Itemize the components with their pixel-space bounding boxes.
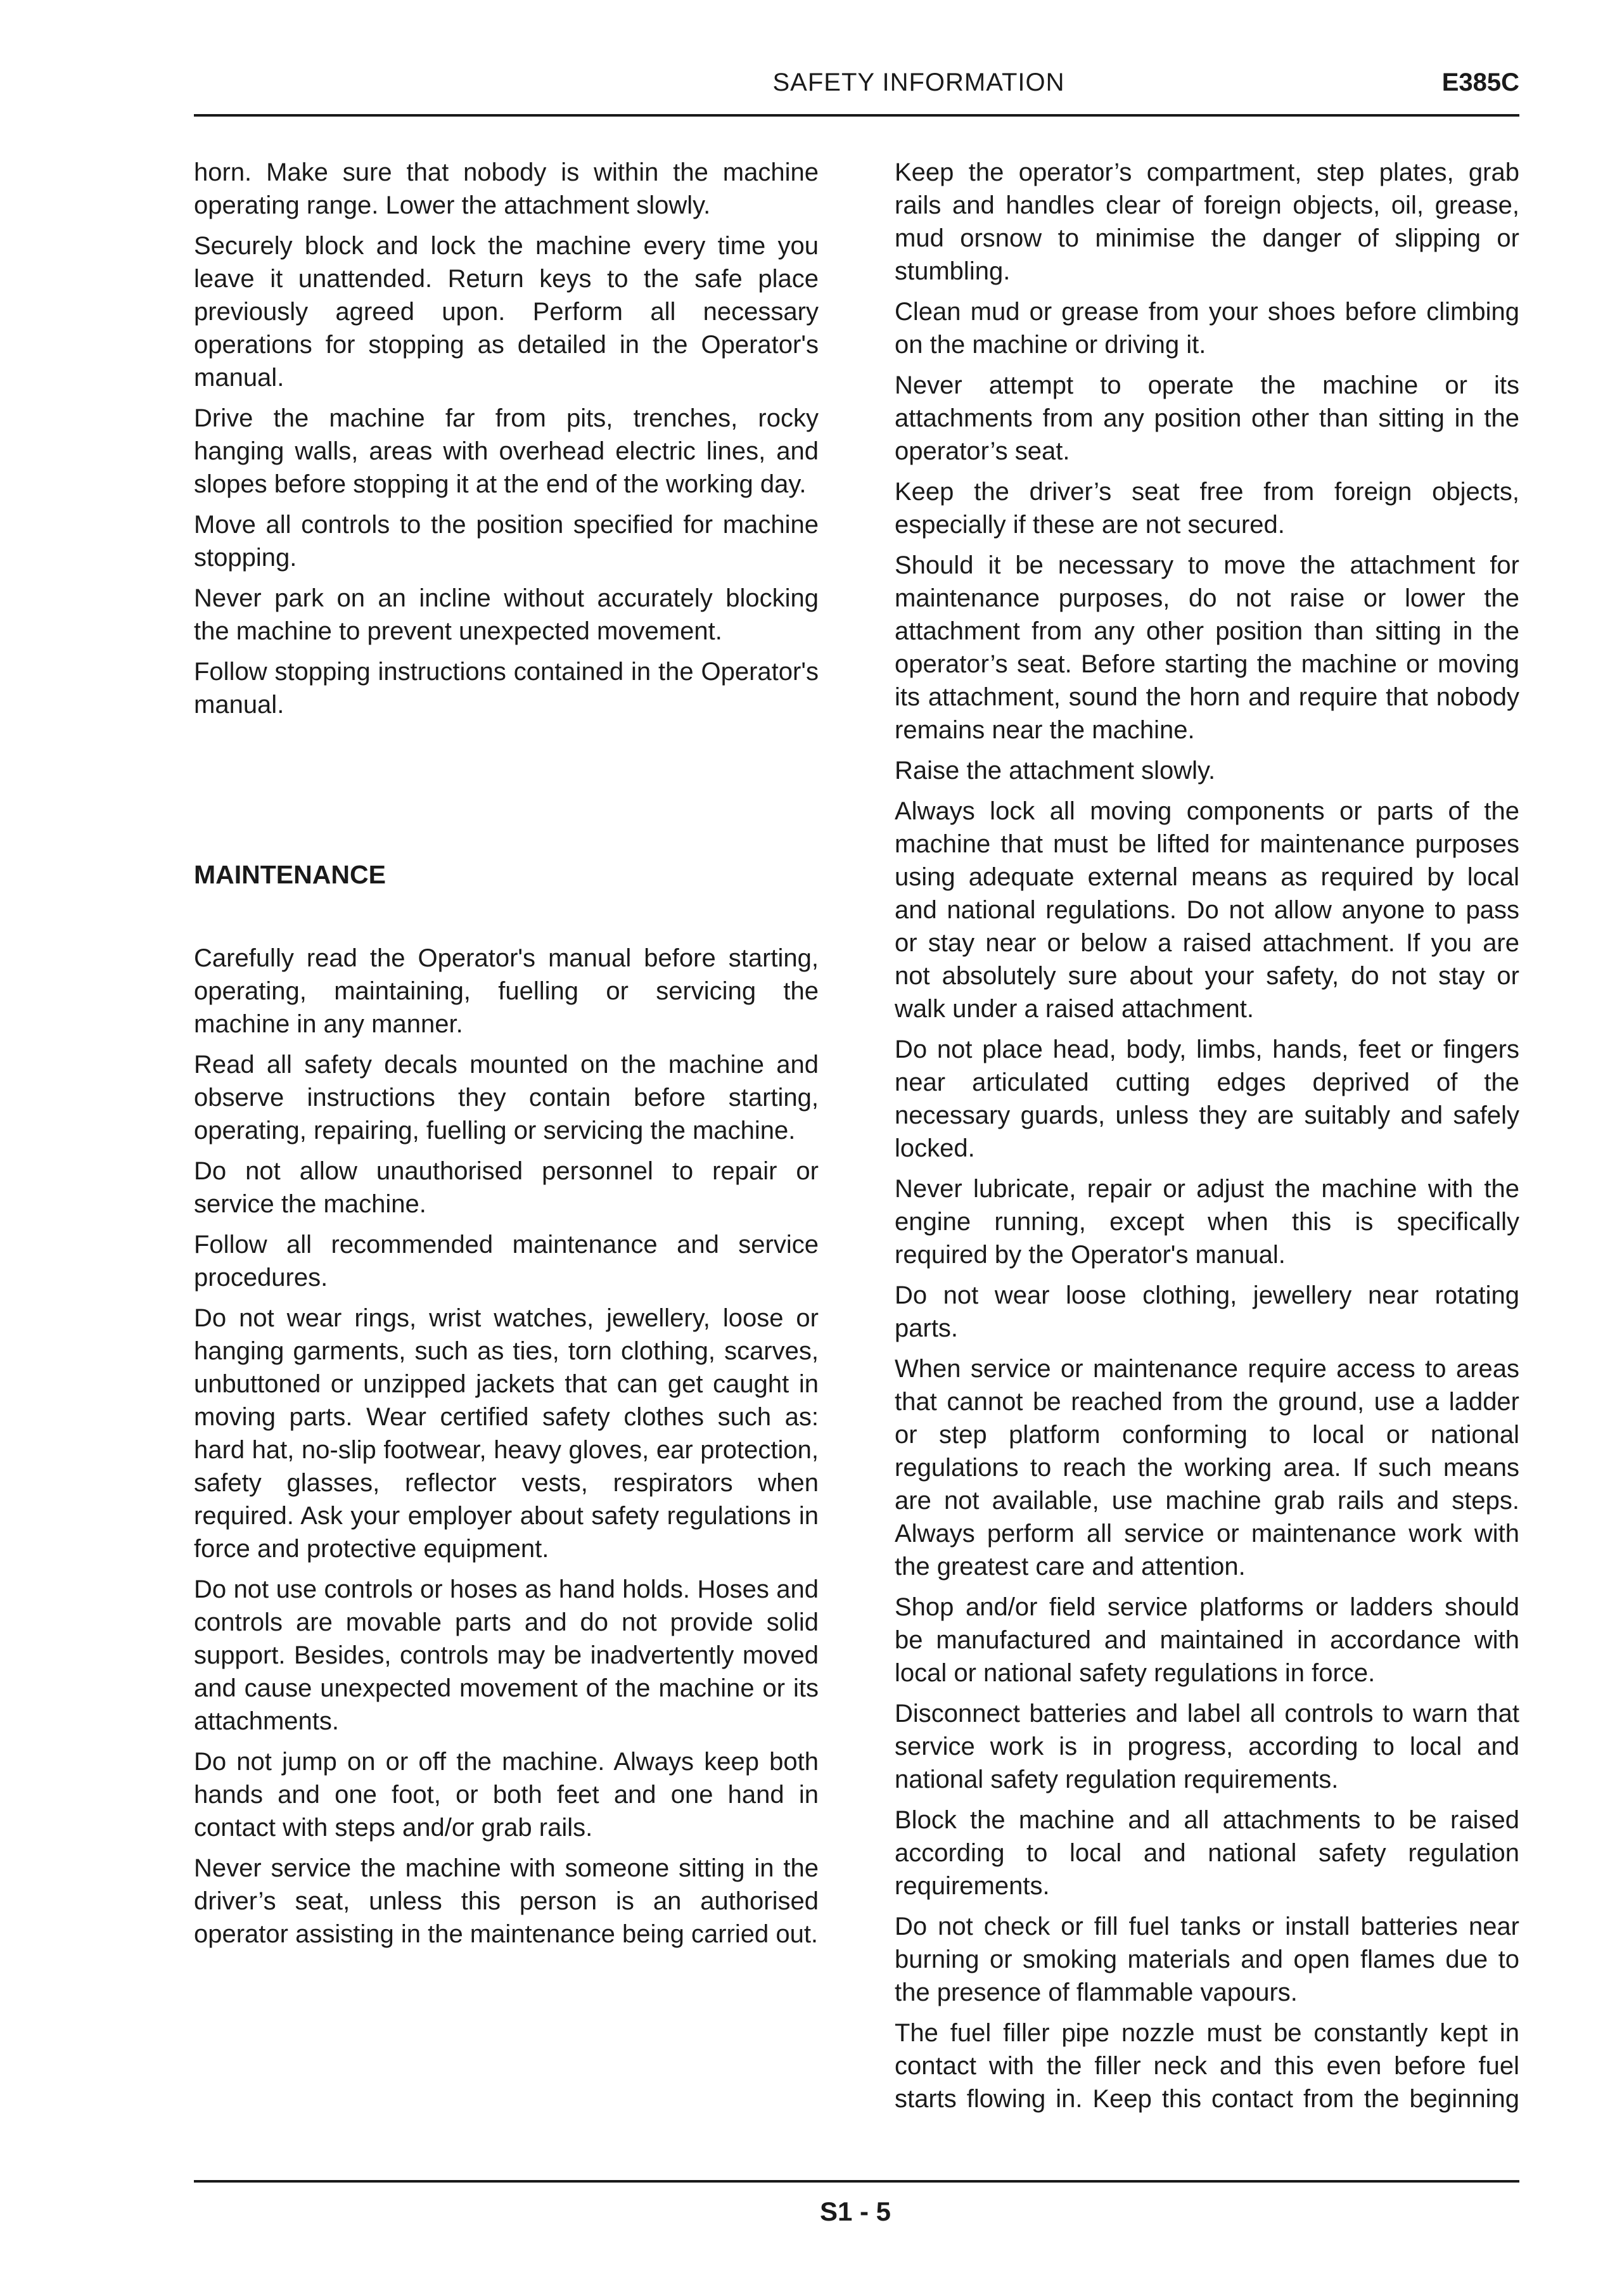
page-number: S1 - 5 <box>819 2197 891 2226</box>
paragraph: Do not wear loose clothing, jewellery near rotating parts. <box>895 1281 1519 1342</box>
paragraph: Do not wear rings, wrist watches, jewellery, loose or hanging garments, such as ties, torn clothing, scarves, unbuttoned or unzipped jackets that can get caught in moving parts. Wear certified safety clothes such as: hard hat, no-slip footwear, heavy gloves, ear protection, safety glasses, reflector vests, respirators when required. Ask your employer about safety regulations in force and protective equipment. <box>194 1304 819 1563</box>
paragraph: Clean mud or grease from your shoes before climbing on the machine or driving it. <box>895 298 1519 359</box>
paragraph: Do not check or fill fuel tanks or install batteries near burning or smoking materials and open flames due to the presence of flammable vapours. <box>895 1913 1519 2006</box>
footer-rule <box>194 2180 1519 2183</box>
paragraph: Drive the machine far from pits, trenches, rocky hanging walls, areas with overhead electric lines, and slopes before stopping it at the end of the working day. <box>194 404 819 498</box>
right-column <box>895 156 1519 2123</box>
paragraph: Keep the driver’s seat free from foreign objects, especially if these are not secured. <box>895 478 1519 539</box>
paragraph: Disconnect batteries and label all controls to warn that service work is in progress, according to local and national safety regulation requirements. <box>895 1700 1519 1793</box>
paragraph: When service or maintenance require access to areas that cannot be reached from the ground, use a ladder or step platform conforming to local or national regulations to reach the working area. If such means are not available, use machine grab rails and steps. Always perform all service or maintenance work with the greatest care and attention. <box>895 1355 1519 1581</box>
paragraph: Do not allow unauthorised personnel to repair or service the machine. <box>194 1157 819 1218</box>
paragraph: Do not place head, body, limbs, hands, feet or fingers near articulated cutting edges deprived of the necessary guards, unless they are suitably and safely locked. <box>895 1036 1519 1162</box>
paragraph: The fuel filler pipe nozzle must be constantly kept in contact with the filler neck and this even before fuel starts flowing in. Keep this contact from the beginning <box>895 2019 1519 2113</box>
paragraph: horn. Make sure that nobody is within the machine operating range. Lower the attachment slowly. <box>194 158 819 219</box>
paragraph: Securely block and lock the machine every time you leave it unattended. Return keys to the safe place previously agreed upon. Perform all necessary operations for stopping as detailed in the Operator's manual. <box>194 232 819 392</box>
paragraph: Do not jump on or off the machine. Always keep both hands and one foot, or both feet and one hand in contact with steps and/or grab rails. <box>194 1748 819 1842</box>
left-column <box>194 156 819 1951</box>
running-header-title: SAFETY INFORMATION <box>772 68 1065 96</box>
paragraph: Never service the machine with someone sitting in the driver’s seat, unless this person is an authorised operator assisting in the maintenance being carried out. <box>194 1854 819 1948</box>
paragraph: Raise the attachment slowly. <box>895 757 1216 785</box>
paragraph: Should it be necessary to move the attachment for maintenance purposes, do not raise or lower the attachment from any other position than sitting in the operator’s seat. Before starting the machine or moving its attachment, sound the horn and require that nobody remains near the machine. <box>895 551 1519 744</box>
paragraph: Read all safety decals mounted on the machine and observe instructions they contain before starting, operating, repairing, fuelling or servicing the machine. <box>194 1051 819 1145</box>
paragraph: Move all controls to the position specified for machine stopping. <box>194 511 819 572</box>
paragraph: Shop and/or field service platforms or ladders should be manufactured and maintained in accordance with local or national safety regulations in force. <box>895 1593 1519 1687</box>
paragraph: Keep the operator’s compartment, step plates, grab rails and handles clear of foreign objects, oil, grease, mud orsnow to minimise the danger of slipping or stumbling. <box>895 158 1519 285</box>
paragraph: Never attempt to operate the machine or its attachments from any position other than sitting in the operator’s seat. <box>895 371 1519 465</box>
paragraph: Never park on an incline without accurately blocking the machine to prevent unexpected movement. <box>194 584 819 645</box>
header-rule <box>194 114 1519 117</box>
paragraph: Never lubricate, repair or adjust the machine with the engine running, except when this is specifically required by the Operator's manual. <box>895 1175 1519 1269</box>
paragraph: Block the machine and all attachments to be raised according to local and national safety regulation requirements. <box>895 1806 1519 1900</box>
paragraph: Always lock all moving components or parts of the machine that must be lifted for maintenance purposes using adequate external means as required by local and national regulations. Do not allow anyone to pass or stay near or below a raised attachment. If you are not absolutely sure about your safety, do not stay or walk under a raised attachment. <box>895 797 1519 1023</box>
paragraph: Follow stopping instructions contained in the Operator's manual. <box>194 658 819 719</box>
paragraph: Do not use controls or hoses as hand holds. Hoses and controls are movable parts and do not provide solid support. Besides, controls may be inadvertently moved and cause unexpected movement of the machine or its attachments. <box>194 1575 819 1735</box>
section-heading-maintenance: MAINTENANCE <box>194 860 386 889</box>
model-code: E385C <box>1441 68 1519 96</box>
paragraph: Follow all recommended maintenance and service procedures. <box>194 1231 819 1292</box>
paragraph: Carefully read the Operator's manual before starting, operating, maintaining, fuelling or servicing the machine in any manner. <box>194 944 819 1038</box>
